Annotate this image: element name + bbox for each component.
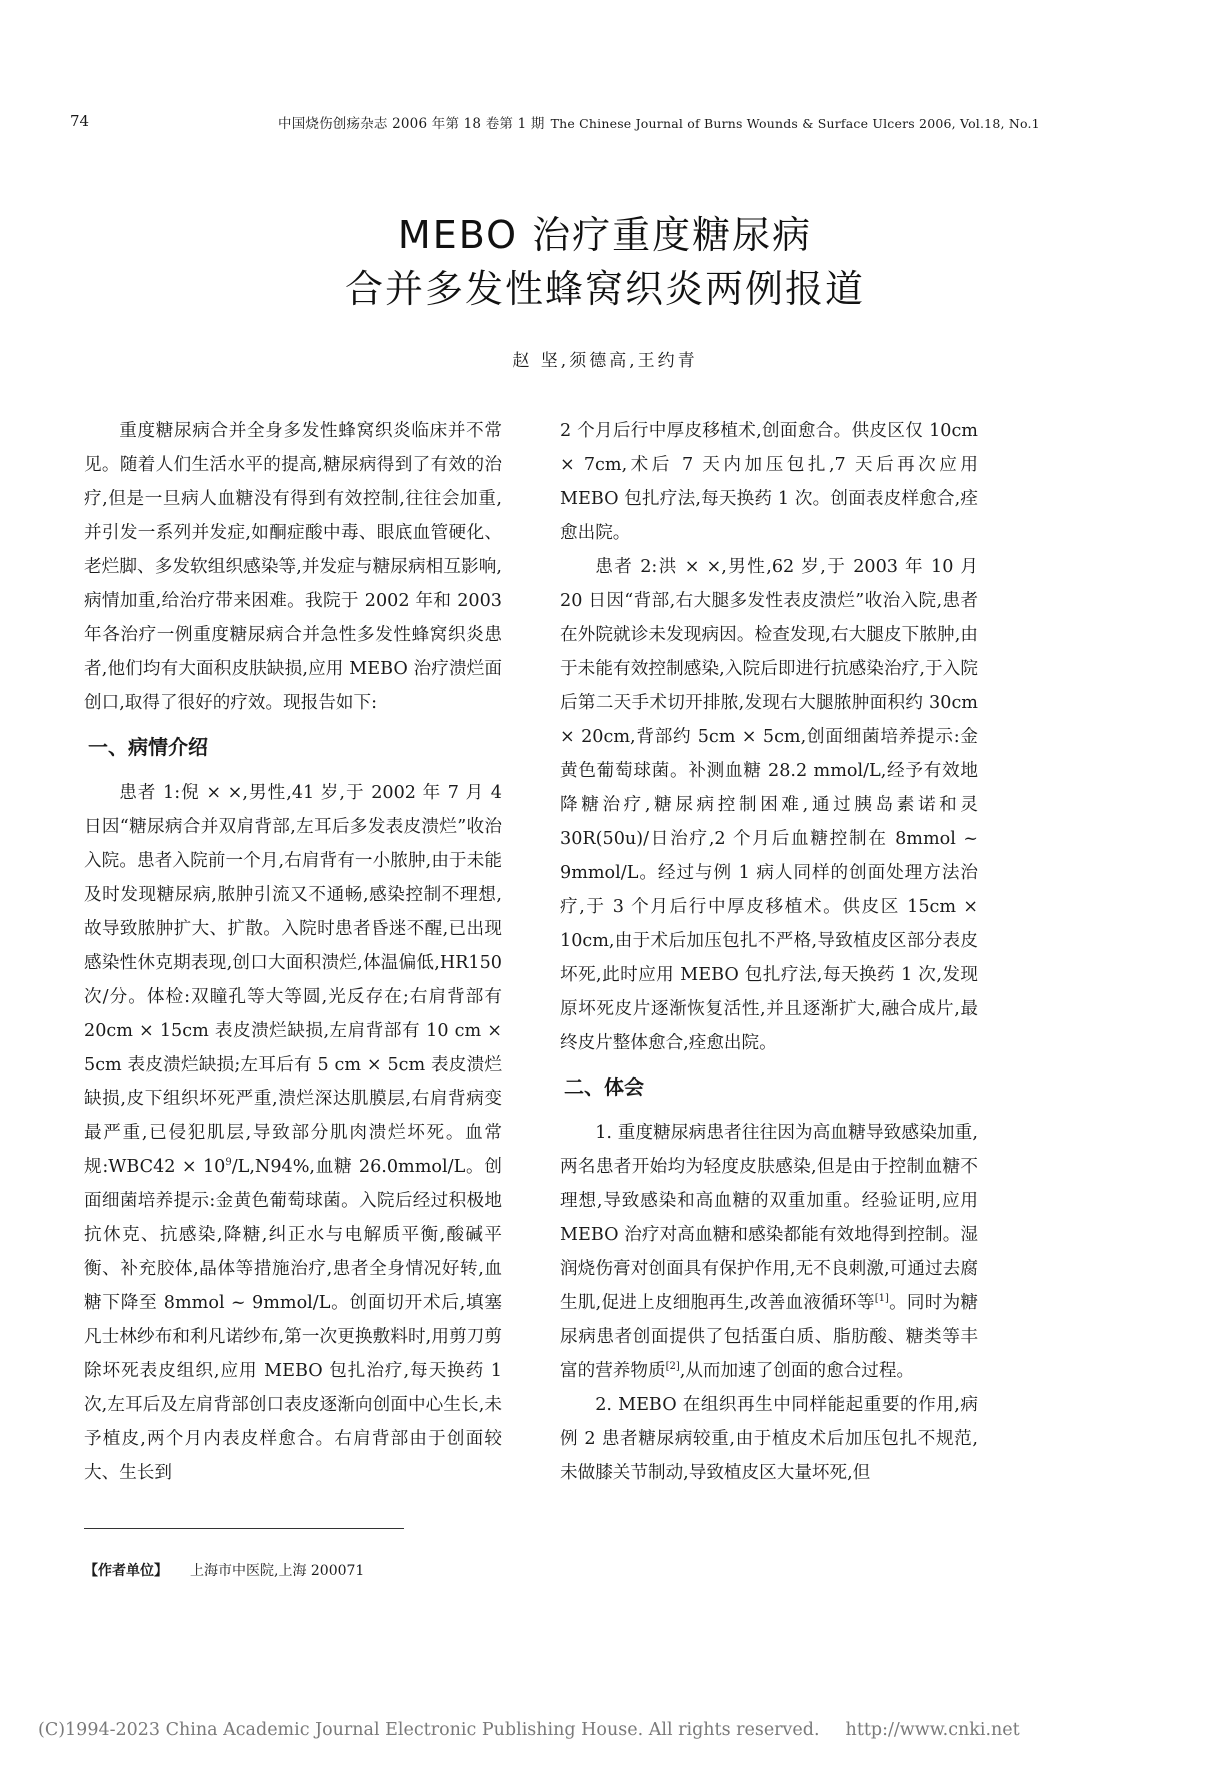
author-affiliation-footnote bbox=[84, 1560, 364, 1580]
case-2-paragraph: 患者 2:洪 × ×,男性,62 岁,于 2003 年 10 月 20 日因“背部,右大腿多发性表皮溃烂”收治入院,患者在外院就诊未发现病因。检查发现,右大腿皮下脓肿,由于未能有效控制感染,入院后即进行抗感染治疗,于入院后第二天手术切开排脓,发现右大腿脓肿面积约 30cm × 20cm,背部约 5cm × 5cm,创面细菌培养提示:金黄色葡萄球菌。补测血糖 28.2 mmol/L,经予有效地降糖治疗,糖尿病控制困难,通过胰岛素诺和灵 30R(50u)/日治疗,2 个月后血糖控制在 8mmol ~ 9mmol/L。经过与例 1 病人同样的创面处理方法治疗,于 3 个月后行中厚皮移植术。供皮区 15cm × 10cm,由于术后加压包扎不严格,导致植皮区部分表皮坏死,此时应用 MEBO 包扎疗法,每天换药 1 次,发现原坏死皮片逐渐恢复活性,并且逐渐扩大,融合成片,最终皮片整体愈合,痊愈出院。 bbox=[560, 557, 978, 1053]
section-heading-case-report: 一、病情介绍 bbox=[88, 735, 208, 759]
case-1-text-b: /L,N94%,血糖 26.0mmol/L。创面细菌培养提示:金黄色葡萄球菌。入院后经过积极地抗休克、抗感染,降糖,纠正水与电解质平衡,酸碱平衡、补充胶体,晶体等措施治疗,患者全身情况好转,血糖下降至 8mmol ~ 9mmol/L。创面切开术后,填塞凡士林纱布和利凡诺纱布,第一次更换敷料时,用剪刀剪除坏死表皮组织,应用 MEBO 包扎治疗,每天换药 1 次,左耳后及左肩背部创口表皮逐渐向创面中心生长,未予植皮,两个月内表皮样愈合。右肩背部由于创面较大、生长到 bbox=[84, 1157, 502, 1483]
point-1-text-a: 1. 重度糖尿病患者往往因为高血糖导致感染加重,两名患者开始均为轻度皮肤感染,但是由于控制血糖不理想,导致感染和高血糖的双重加重。经验证明,应用 MEBO 治疗对高血糖和感染都能有效地得到控制。湿润烧伤膏对创面具有保护作用,无不良刺激,可通过去腐生肌,促进上皮细胞再生,改善血液循环等 bbox=[560, 1123, 978, 1313]
running-head bbox=[278, 112, 1040, 132]
page-number: 74 bbox=[70, 112, 90, 130]
copyright-text: (C)1994-2023 China Academic Journal Electronic Publishing House. All rights reserved. bbox=[38, 1720, 820, 1740]
case-1-continuation: 2 个月后行中厚皮移植术,创面愈合。供皮区仅 10cm × 7cm,术后 7 天内加压包扎,7 天后再次应用 MEBO 包扎疗法,每天换药 1 次。创面表皮样愈合,痊愈出院。 bbox=[560, 421, 978, 543]
journal-name-cn: 中国烧伤创疡杂志 2006 年第 18 卷第 1 期 bbox=[278, 116, 545, 132]
footnote-label: 【作者单位】 bbox=[84, 1563, 168, 1579]
page-header bbox=[0, 112, 1210, 138]
right-column bbox=[560, 414, 978, 1490]
article-title-line-1: MEBO 治疗重度糖尿病 bbox=[397, 213, 813, 257]
reference-marker-1: [1] bbox=[874, 1293, 889, 1305]
discussion-point-2: 2. MEBO 在组织再生中同样能起重要的作用,病例 2 患者糖尿病较重,由于植皮术后加压包扎不规范,未做膝关节制动,导致植皮区大量坏死,但 bbox=[560, 1395, 978, 1483]
case-1-text-a: 患者 1:倪 × ×,男性,41 岁,于 2002 年 7 月 4 日因“糖尿病合并双肩背部,左耳后多发表皮溃烂”收治入院。患者入院前一个月,右肩背有一小脓肿,由于未能及时发现糖尿病,脓肿引流又不通畅,感染控制不理想,故导致脓肿扩大、扩散。入院时患者昏迷不醒,已出现感染性休克期表现,创口大面积溃烂,体温偏低,HR150 次/分。体检:双瞳孔等大等圆,光反存在;右肩背部有 20cm × 15cm 表皮溃烂缺损,左肩背部有 10 cm × 5cm 表皮溃烂缺损;左耳后有 5 cm × 5cm 表皮溃烂缺损,皮下组织坏死严重,溃烂深达肌膜层,右肩背病变最严重,已侵犯肌层,导致部分肌肉溃烂坏死。血常规:WBC42 × 10 bbox=[84, 783, 502, 1177]
copyright-url: http://www.cnki.net bbox=[845, 1720, 1020, 1740]
left-column bbox=[84, 414, 502, 1490]
section-heading-discussion: 二、体会 bbox=[564, 1075, 644, 1099]
footnote-text: 上海市中医院,上海 200071 bbox=[190, 1563, 365, 1579]
discussion-point-1 bbox=[560, 1116, 978, 1388]
point-1-text-b: 。同时为糖尿病患者创面提供了包括蛋白质、脂肪酸、糖类等丰富的营养物质 bbox=[560, 1293, 978, 1381]
journal-name-en: The Chinese Journal of Burns Wounds & Surface Ulcers 2006, Vol.18, No.1 bbox=[550, 116, 1040, 131]
exponent: 9 bbox=[225, 1157, 232, 1169]
intro-paragraph: 重度糖尿病合并全身多发性蜂窝织炎临床并不常见。随着人们生活水平的提高,糖尿病得到了有效的治疗,但是一旦病人血糖没有得到有效控制,往往会加重,并引发一系列并发症,如酮症酸中毒、眼底血管硬化、老烂脚、多发软组织感染等,并发症与糖尿病相互影响,病情加重,给治疗带来困难。我院于 2002 年和 2003 年各治疗一例重度糖尿病合并急性多发性蜂窝织炎患者,他们均有大面积皮肤缺损,应用 MEBO 治疗溃烂面创口,取得了很好的疗效。现报告如下: bbox=[84, 421, 502, 713]
case-1-paragraph bbox=[84, 776, 502, 1490]
article-title-line-2: 合并多发性蜂窝织炎两例报道 bbox=[344, 267, 865, 311]
point-1-text-c: ,从而加速了创面的愈合过程。 bbox=[679, 1361, 915, 1381]
footnote-divider bbox=[84, 1528, 404, 1529]
reference-marker-2: [2] bbox=[665, 1361, 680, 1373]
author-list: 赵 坚,须德高,王约青 bbox=[512, 351, 698, 371]
copyright-watermark bbox=[38, 1720, 1178, 1740]
